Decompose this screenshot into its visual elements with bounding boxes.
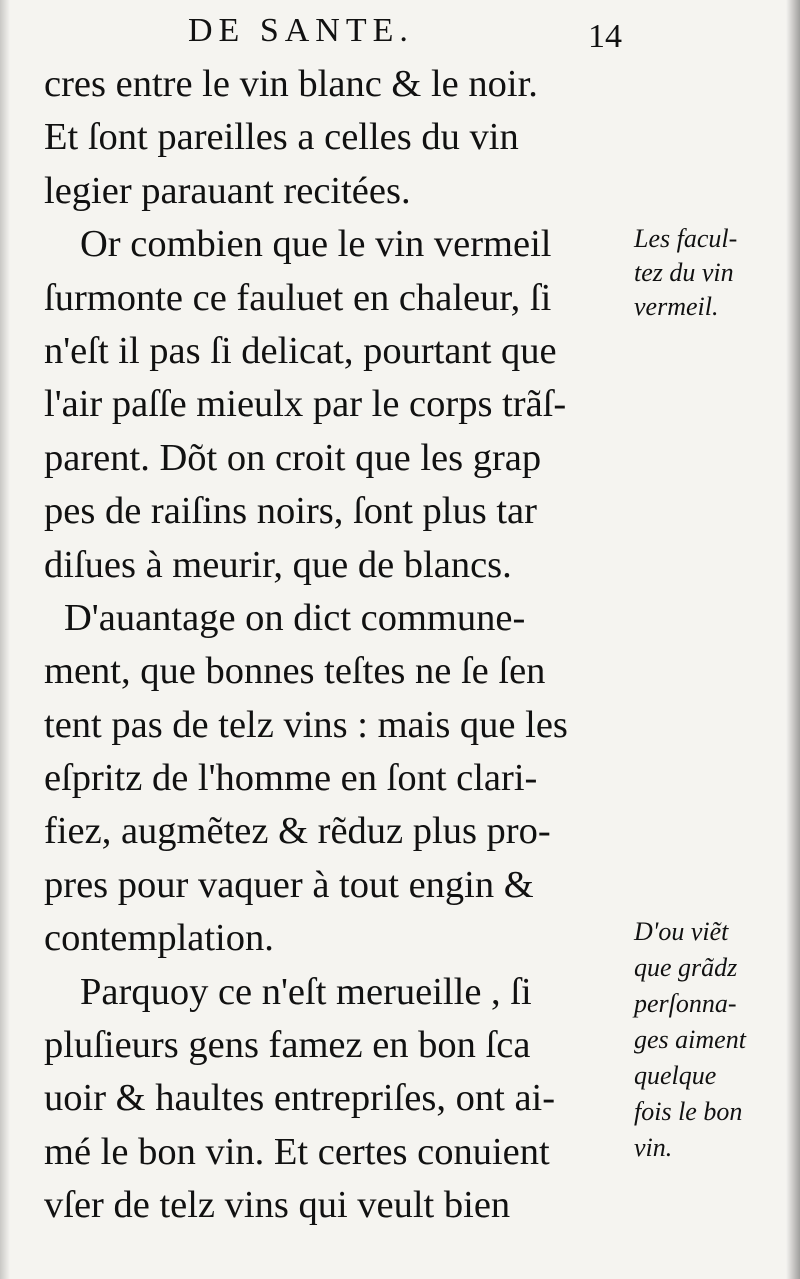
text-line: pres pour vaquer à tout engin & <box>44 863 534 906</box>
marginal-note-line: Les facul- <box>634 224 738 253</box>
text-line: pluſieurs gens famez en bon ſca <box>44 1024 531 1067</box>
marginal-note-line: fois le bon <box>634 1097 743 1126</box>
text-line: legier parauant recitées. <box>44 169 411 212</box>
text-line: l'air paſſe mieulx par le corps trãſ- <box>44 383 567 426</box>
paragraph-start-line: Or combien que le vin vermeil <box>80 223 552 266</box>
paragraph-start-line: Parquoy ce n'eſt merueille , ſi <box>80 970 532 1013</box>
marginal-note-grands-personnages <box>634 914 746 1166</box>
text-line: n'eſt il pas ſi delicat, pourtant que <box>44 329 557 372</box>
body-text <box>44 58 634 1233</box>
running-title: DE SANTE. <box>188 12 414 49</box>
marginal-note-line: D'ou viẽt <box>634 917 729 946</box>
text-line: uoir & haultes entrepriſes, ont ai- <box>44 1077 556 1120</box>
marginal-note-line: que grãdz <box>634 953 738 982</box>
marginal-note-line: quelque <box>634 1061 717 1090</box>
marginal-note-facultes <box>634 222 737 324</box>
marginal-note-line: vin. <box>634 1133 673 1162</box>
text-line: diſues à meurir, que de blancs. <box>44 543 512 586</box>
page-left-edge <box>0 0 10 1279</box>
text-line: ment, que bonnes teſtes ne ſe ſen <box>44 650 546 693</box>
marginal-note-line: ges aiment <box>634 1025 746 1054</box>
text-line: mé le bon vin. Et certes conuient <box>44 1130 550 1173</box>
text-line: vſer de telz vins qui veult bien <box>44 1184 511 1227</box>
page-gutter-shadow <box>786 0 800 1279</box>
text-line: Et ſont pareilles a celles du vin <box>44 116 519 159</box>
text-line: tent pas de telz vins : mais que les <box>44 703 568 746</box>
marginal-note-line: vermeil. <box>634 292 719 321</box>
text-line: contemplation. <box>44 917 274 960</box>
text-line: cres entre le vin blanc & le noir. <box>44 63 538 105</box>
page-header <box>0 8 800 58</box>
text-line: pes de raiſins noirs, ſont plus tar <box>44 490 537 533</box>
paragraph-start-line: D'auantage on dict commune- <box>64 596 526 639</box>
text-line: eſpritz de l'homme en ſont clari- <box>44 757 538 800</box>
text-line: parent. Dõt on croit que les grap <box>44 436 542 479</box>
marginal-note-line: tez du vin <box>634 258 734 287</box>
text-line: fiez, augmẽtez & rẽduz plus pro- <box>44 810 551 853</box>
page-number: 14 <box>588 18 622 55</box>
marginal-note-line: perſonna- <box>634 989 737 1018</box>
text-line: ſurmonte ce fauluet en chaleur, ſi <box>44 276 552 319</box>
